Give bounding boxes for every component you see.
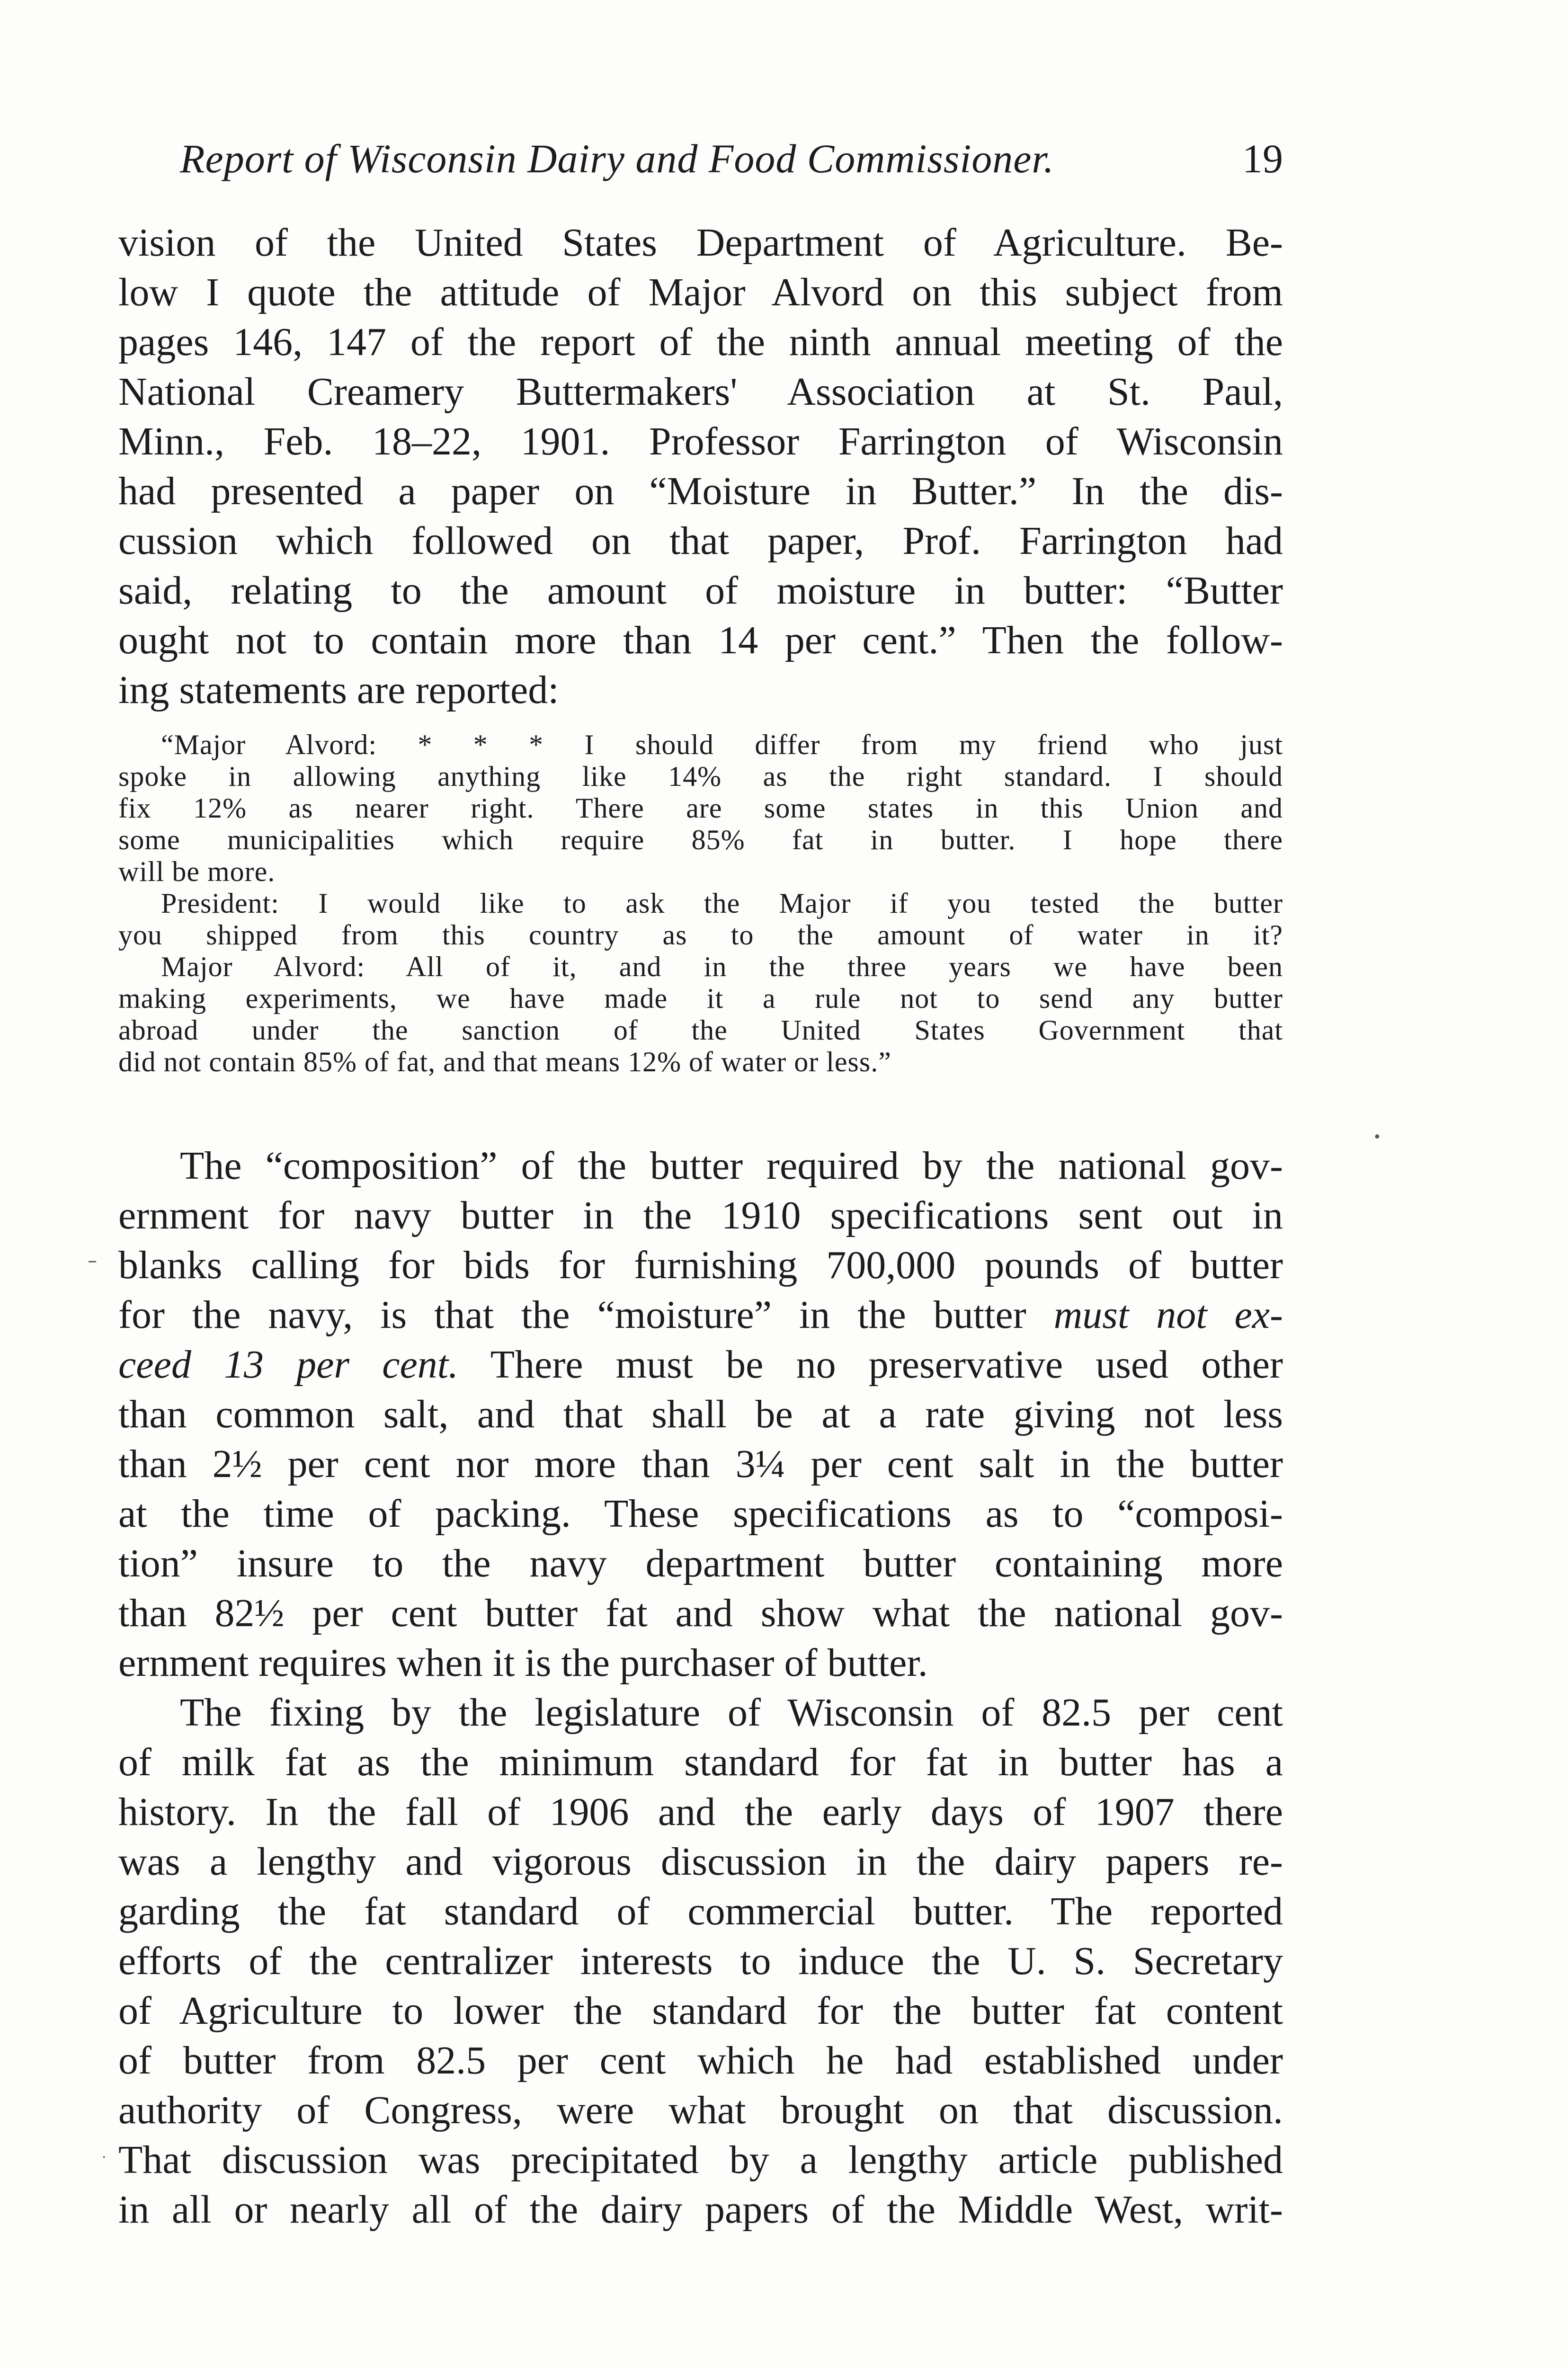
page-number: 19: [1242, 136, 1283, 181]
header-title: Report of Wisconsin Dairy and Food Commissioner.: [180, 136, 1054, 181]
text-line: ernment for navy butter in the 1910 specifications sent out in: [118, 1193, 1283, 1237]
text-line: than common salt, and that shall be at a rate giving not less: [118, 1392, 1283, 1436]
text-line: of butter from 82.5 per cent which he had established under: [118, 2038, 1283, 2082]
text-line: had presented a paper on “Moisture in Butter.” In the dis-: [118, 469, 1283, 513]
paragraph-3: [118, 1688, 1283, 2234]
text-line: [118, 1290, 1283, 1340]
text-line: [118, 1340, 1283, 1389]
running-header: [180, 128, 1283, 189]
text-line: said, relating to the amount of moisture in butter: “Butter: [118, 569, 1283, 613]
print-speck: •: [1373, 1129, 1381, 1146]
text-line: garding the fat standard of commercial butter. The reported: [118, 1889, 1283, 1933]
text-line: National Creamery Buttermakers' Association at St. Paul,: [118, 370, 1283, 414]
margin-tick-mark: –: [88, 1250, 97, 1272]
italic-segment: ceed 13 per cent.: [118, 1343, 459, 1387]
text-line: authority of Congress, were what brought on that discussion.: [118, 2088, 1283, 2132]
text-line: of Agriculture to lower the standard for the butter fat content: [118, 1989, 1283, 2033]
text-line: ing statements are reported:: [118, 668, 559, 712]
text-line: cussion which followed on that paper, Prof. Farrington had: [118, 519, 1283, 563]
text-line: vision of the United States Department of Agriculture. Be-: [118, 221, 1283, 265]
quote-line: “Major Alvord: * * * I should differ from my friend who just: [161, 729, 1283, 760]
text-line: ought not to contain more than 14 per cent.” Then the follow-: [118, 618, 1283, 662]
text-segment: for the navy, is that the “moisture” in the butter: [118, 1293, 1026, 1337]
text-line: of milk fat as the minimum standard for fat in butter has a: [118, 1740, 1283, 1784]
text-line: tion” insure to the navy department butter containing more: [118, 1541, 1283, 1585]
text-line: Minn., Feb. 18–22, 1901. Professor Farrington of Wisconsin: [118, 419, 1283, 463]
quote-line: abroad under the sanction of the United States Government that: [118, 1014, 1283, 1046]
print-speck: ·: [102, 2149, 107, 2166]
quote-line: President: I would like to ask the Major if you tested the butter: [161, 888, 1283, 919]
text-line: than 2½ per cent nor more than 3¼ per cent salt in the butter: [118, 1442, 1283, 1486]
text-line: was a lengthy and vigorous discussion in the dairy papers re-: [118, 1840, 1283, 1884]
block-quote: [118, 729, 1283, 1078]
text-line: than 82½ per cent butter fat and show what the national gov-: [118, 1591, 1283, 1635]
text-segment: There must be no preservative used other: [490, 1343, 1283, 1387]
quote-line: you shipped from this country as to the amount of water in it?: [118, 919, 1283, 951]
text-line: pages 146, 147 of the report of the ninth annual meeting of the: [118, 320, 1283, 364]
quote-line: Major Alvord: All of it, and in the three years we have been: [161, 951, 1283, 982]
quote-line: spoke in allowing anything like 14% as the right standard. I should: [118, 761, 1283, 792]
text-line: That discussion was precipitated by a lengthy article published: [118, 2138, 1283, 2182]
text-line: efforts of the centralizer interests to induce the U. S. Secretary: [118, 1939, 1283, 1983]
quote-line: making experiments, we have made it a rule not to send any butter: [118, 983, 1283, 1014]
text-line: blanks calling for bids for furnishing 700,000 pounds of butter: [118, 1243, 1283, 1287]
paragraph-1: [118, 218, 1283, 715]
text-line: The fixing by the legislature of Wisconsin of 82.5 per cent: [180, 1691, 1283, 1735]
text-line: in all or nearly all of the dairy papers of the Middle West, writ-: [118, 2188, 1283, 2232]
paragraph-2: [118, 1141, 1283, 1688]
text-line: ernment requires when it is the purchaser of butter.: [118, 1641, 928, 1685]
italic-segment: must not ex-: [1053, 1293, 1283, 1337]
text-line: The “composition” of the butter required by the national gov-: [180, 1144, 1283, 1188]
quote-line: will be more.: [118, 856, 276, 887]
text-line: at the time of packing. These specifications as to “composi-: [118, 1492, 1283, 1536]
quote-line: some municipalities which require 85% fat in butter. I hope there: [118, 824, 1283, 855]
text-line: low I quote the attitude of Major Alvord on this subject from: [118, 270, 1283, 314]
text-line: history. In the fall of 1906 and the early days of 1907 there: [118, 1790, 1283, 1834]
quote-line: did not contain 85% of fat, and that means 12% of water or less.”: [118, 1046, 891, 1077]
quote-line: fix 12% as nearer right. There are some states in this Union and: [118, 792, 1283, 824]
